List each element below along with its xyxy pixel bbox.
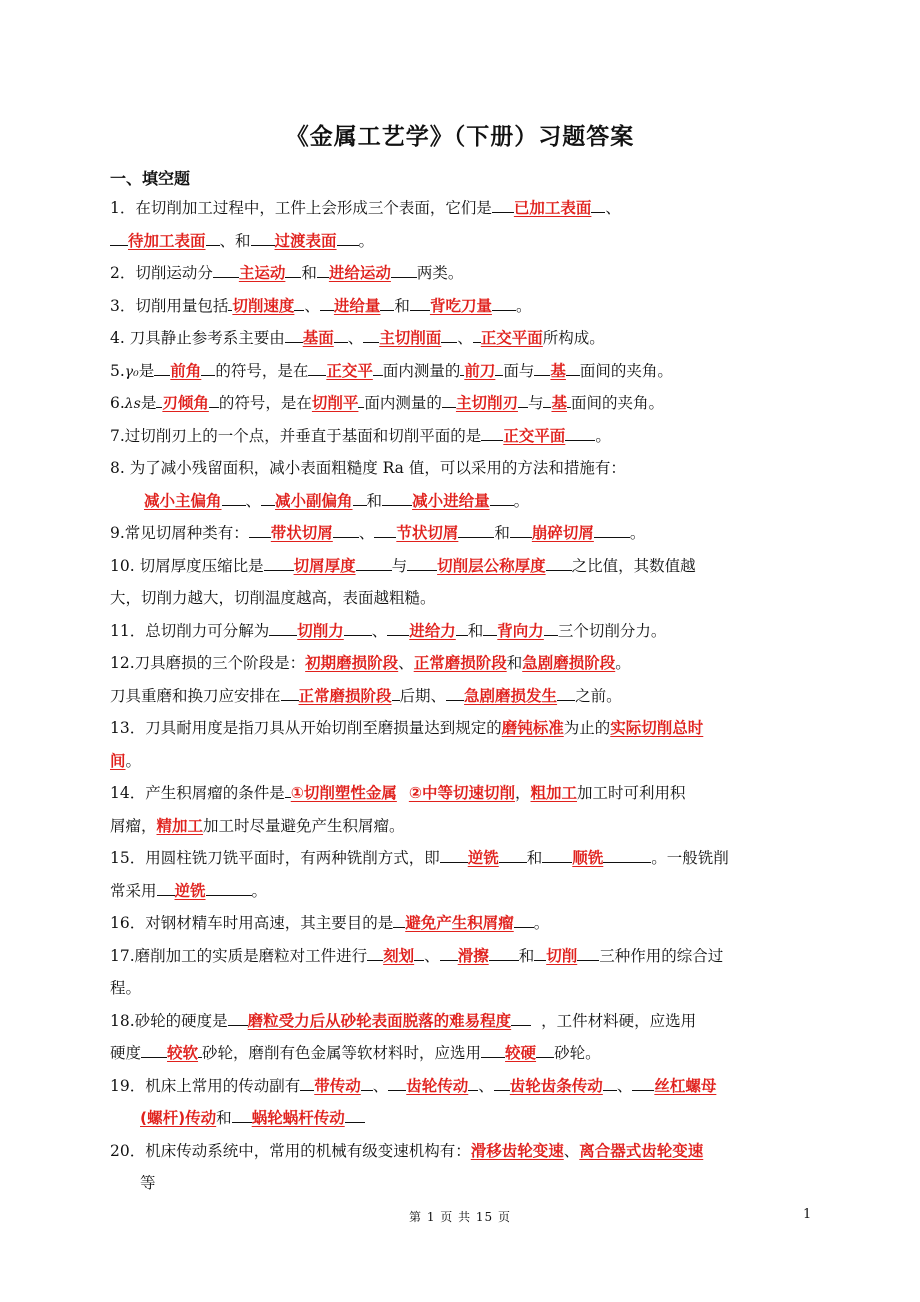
answer-text: 背吃刀量	[429, 296, 492, 315]
blank-underline	[333, 519, 359, 538]
question-list	[110, 192, 830, 1200]
blank-underline	[344, 617, 372, 636]
answer-text: 刻划	[383, 946, 415, 965]
blank-underline	[489, 942, 519, 961]
answer-text: 待加工表面	[128, 231, 206, 250]
answer-text: 主切削刃	[455, 394, 518, 412]
question-15	[110, 842, 830, 875]
question-text: 8. 为了减小残留面积，减小表面粗糙度 Ra 值，可以采用的方法和措施有：	[110, 459, 626, 477]
question-17	[110, 940, 830, 973]
answer-text: 顺铣	[572, 849, 604, 867]
question-text: 。	[533, 914, 550, 932]
blank-underline	[544, 617, 558, 636]
answer-text: 间	[110, 751, 126, 770]
question-18	[110, 1005, 830, 1038]
lambda-s-symbol: λs	[124, 396, 141, 412]
answer-text: 背向力	[497, 621, 544, 640]
answer-text: 刃倾角	[162, 394, 209, 412]
blank-underline	[387, 617, 409, 636]
blank-underline	[410, 292, 430, 311]
answer-text: 主切削面	[379, 329, 442, 347]
question-text: 。	[513, 491, 530, 510]
answer-text: 切屑厚度	[293, 556, 356, 575]
question-text: ，工件材料硬，应选用	[541, 1011, 697, 1030]
blank-underline	[446, 682, 464, 701]
answer-text: 精加工	[156, 816, 204, 835]
question-text: 所构成。	[542, 329, 605, 347]
question-text: 2．切削运动分	[110, 264, 213, 282]
question-text: 和	[506, 654, 523, 672]
answer-text: 粗加工	[530, 784, 578, 802]
blank-underline	[232, 1104, 252, 1123]
question-1	[110, 192, 830, 225]
blank-underline	[492, 292, 516, 311]
question-text: 11．总切削力可分解为	[110, 621, 270, 640]
question-16	[110, 907, 830, 940]
question-text: 。	[125, 751, 142, 770]
question-text: 。	[629, 524, 646, 542]
answer-text: 基面	[302, 329, 334, 347]
blank-underline	[388, 1072, 406, 1091]
question-12	[110, 647, 830, 680]
question-text: 、和	[219, 231, 251, 250]
answer-text: ②中等切速切削	[408, 784, 515, 802]
answer-text: 节状切屑	[396, 524, 459, 542]
question-2	[110, 257, 830, 290]
blank-underline	[565, 422, 595, 441]
answer-text: 切削层公称厚度	[437, 556, 546, 575]
question-text: 、	[398, 654, 414, 672]
question-3	[110, 290, 830, 323]
question-text: 面内测量的	[382, 361, 461, 380]
question-text: 刀具重磨和换刀应安排在	[110, 686, 281, 705]
blank-underline	[566, 357, 580, 376]
blank-underline	[209, 389, 219, 408]
question-text: 、	[605, 199, 621, 217]
blank-underline	[201, 357, 215, 376]
blank-underline	[414, 942, 424, 961]
question-text: 之前。	[575, 686, 622, 705]
question-text: 和	[518, 946, 535, 965]
question-text: 13．刀具耐用度是指刀具从开始切削至磨损量达到规定的	[110, 719, 502, 737]
question-text: 。	[515, 296, 532, 315]
question-text: 的符号，是在	[215, 361, 309, 380]
question-9	[110, 517, 830, 550]
question-13	[110, 712, 830, 745]
gamma0-symbol: γ₀	[124, 363, 139, 380]
question-6	[110, 387, 830, 420]
question-text: 10. 切屑厚度压缩比是	[110, 556, 264, 575]
question-14	[110, 777, 830, 810]
blank-underline	[499, 844, 527, 863]
answer-text: 初期磨损阶段	[305, 654, 399, 672]
question-text: 。	[358, 231, 375, 250]
question-text: 加工时尽量避免产生积屑瘤。	[203, 816, 405, 835]
question-text: 和	[467, 621, 484, 640]
question-text: 7.过切削刃上的一个点，并垂直于基面和切削平面的是	[110, 426, 482, 445]
question-text: 、	[245, 491, 262, 510]
page-number: 1	[803, 1207, 812, 1222]
answer-text: 崩碎切屑	[531, 524, 594, 542]
answer-text: 急剧磨损阶段	[522, 654, 616, 672]
question-text: 、	[478, 1076, 494, 1095]
question-text: 是	[140, 394, 157, 412]
blank-underline	[206, 877, 252, 896]
answer-text: 已加工表面	[513, 199, 592, 217]
question-text: 17.磨削加工的实质是磨粒对工件进行	[110, 946, 368, 965]
answer-text: 磨钝标准	[501, 719, 564, 737]
blank-underline	[442, 389, 456, 408]
blank-underline	[380, 292, 394, 311]
answer-text: 滑移齿轮变速	[470, 1141, 564, 1160]
blank-underline	[285, 259, 301, 278]
blank-underline	[281, 682, 299, 701]
blank-underline	[285, 324, 303, 343]
blank-underline	[492, 194, 514, 213]
blank-underline	[392, 682, 400, 701]
question-text: 、	[371, 621, 388, 640]
blank-underline	[483, 617, 497, 636]
blank-underline	[510, 519, 532, 538]
question-19	[110, 1070, 830, 1103]
question-text: 是	[138, 361, 155, 380]
question-text: 程。	[110, 979, 142, 997]
blank-underline	[557, 682, 575, 701]
answer-text: 带状切屑	[270, 524, 333, 542]
question-text: 常采用	[110, 881, 157, 900]
blank-underline	[382, 487, 412, 506]
blank-underline	[440, 844, 468, 863]
question-text: 和	[366, 491, 383, 510]
question-text: 与	[527, 394, 544, 412]
question-text: 1．在切削加工过程中，工件上会形成三个表面，它们是	[110, 199, 492, 217]
question-text: 4. 刀具静止参考系主要由	[110, 329, 285, 347]
answer-text: 丝杠螺母	[654, 1076, 717, 1095]
question-text: 和	[394, 296, 410, 315]
question-text: 、	[424, 946, 440, 965]
blank-underline	[367, 942, 383, 961]
blank-underline	[534, 942, 546, 961]
answer-text: 主运动	[238, 264, 286, 282]
answer-text: 进给量	[333, 296, 381, 315]
blank-underline	[440, 942, 458, 961]
blank-underline	[603, 1072, 617, 1091]
question-text: 等	[140, 1174, 156, 1192]
question-text: 、	[457, 329, 473, 347]
blank-underline	[206, 227, 220, 246]
blank-underline	[361, 1072, 373, 1091]
question-text: 19．机床上常用的传动副有	[110, 1076, 301, 1095]
blank-underline	[222, 487, 246, 506]
question-text: 大，切削力越大，切削温度越高，表面越粗糙。	[110, 589, 436, 607]
question-text: 6.	[110, 394, 125, 412]
question-text: 、	[563, 1141, 580, 1160]
blank-underline	[334, 324, 348, 343]
answer-text: 磨粒受力后从砂轮表面脱落的难易程度	[247, 1011, 512, 1030]
blank-underline	[308, 357, 326, 376]
blank-underline	[518, 389, 528, 408]
question-text: 三个切削分力。	[557, 621, 667, 640]
question-7	[110, 420, 830, 453]
blank-underline	[603, 844, 651, 863]
blank-underline	[577, 942, 599, 961]
blank-underline	[481, 1039, 505, 1058]
blank-underline	[213, 259, 239, 278]
blank-underline	[494, 1072, 510, 1091]
answer-text: 进给力	[409, 621, 456, 640]
question-text: 面间的夹角。	[570, 394, 664, 412]
question-text: 、	[347, 329, 364, 347]
document-title: 《金属工艺学》（下册）习题答案	[285, 124, 635, 150]
answer-text: 切削力	[297, 621, 344, 640]
question-text: 硬度	[110, 1044, 142, 1062]
answer-text: 切削速度	[232, 296, 295, 315]
question-text: 后期、	[399, 686, 447, 705]
question-text: 18.砂轮的硬度是	[110, 1011, 228, 1030]
blank-underline	[320, 292, 334, 311]
question-5	[110, 355, 830, 388]
answer-text: 齿轮传动	[406, 1076, 469, 1095]
question-text: 加工时可利用积	[577, 784, 686, 802]
answer-text: 切削	[546, 946, 578, 965]
blank-underline	[514, 909, 534, 928]
question-text: 面内测量的	[364, 394, 442, 412]
page-footer: 第 1 页 共 15 页	[409, 1210, 511, 1224]
answer-text: 齿轮齿条传动	[509, 1076, 603, 1095]
blank-underline	[269, 617, 297, 636]
blank-underline	[632, 1072, 654, 1091]
blank-underline	[363, 324, 379, 343]
blank-underline	[374, 519, 396, 538]
blank-underline	[261, 487, 275, 506]
blank-underline	[353, 487, 367, 506]
answer-text: 正常磨损阶段	[413, 654, 507, 672]
question-text: 。	[251, 881, 268, 900]
blank-underline	[456, 617, 468, 636]
question-text: 和	[494, 524, 510, 542]
question-text: 为止的	[563, 719, 611, 737]
answer-text: 滑擦	[457, 946, 489, 965]
question-text: 。	[595, 426, 611, 445]
answer-text: 实际切削总时	[610, 719, 704, 737]
answer-text: 基	[550, 361, 566, 380]
blank-underline	[481, 422, 503, 441]
question-8	[110, 452, 830, 485]
question-text: ，	[514, 784, 531, 802]
question-text: 。一般铣削	[651, 849, 729, 867]
answer-text: 前角	[170, 361, 202, 380]
question-text: 12.刀具磨损的三个阶段是：	[110, 654, 306, 672]
blank-underline	[228, 1007, 248, 1026]
question-4	[110, 322, 830, 355]
blank-underline	[337, 227, 359, 246]
answer-text: 前刀	[464, 361, 496, 380]
answer-text: 正常磨损阶段	[298, 686, 392, 705]
question-text: 、	[372, 1076, 389, 1095]
blank-underline	[594, 519, 630, 538]
question-text: 与	[391, 556, 408, 575]
question-text: 两类。	[416, 264, 464, 282]
question-text: 20．机床传动系统中，常用的机械有级变速机构有：	[110, 1141, 471, 1160]
question-text: 和	[301, 264, 317, 282]
answer-text: 正交平面	[480, 329, 543, 347]
question-text: 5.	[110, 361, 125, 380]
question-text: 。	[615, 654, 631, 672]
question-text: 三种作用的综合过	[599, 946, 724, 965]
blank-underline	[473, 324, 481, 343]
answer-text: 逆铣	[174, 881, 206, 900]
answer-text: (螺杆)传动	[140, 1109, 217, 1127]
blank-underline	[294, 292, 304, 311]
blank-underline	[249, 519, 271, 538]
blank-underline	[542, 844, 572, 863]
question-text: 15．用圆柱铣刀铣平面时，有两种铣削方式，即	[110, 849, 440, 867]
answer-text: 过渡表面	[274, 231, 337, 250]
question-text: 之比值，其数值越	[571, 556, 696, 575]
blank-underline	[264, 552, 294, 571]
answer-text: 避免产生积屑瘤	[405, 914, 514, 932]
question-text: 和	[216, 1109, 232, 1127]
blank-underline	[546, 552, 572, 571]
blank-underline	[490, 487, 514, 506]
blank-underline	[458, 519, 494, 538]
blank-underline	[317, 259, 329, 278]
blank-underline	[534, 357, 550, 376]
answer-text: 带传动	[314, 1076, 361, 1095]
answer-text: 较软	[167, 1044, 199, 1062]
answer-text: 减小主偏角	[144, 491, 222, 510]
question-text: 面间的夹角。	[579, 361, 673, 380]
answer-text: 蜗轮蜗杆传动	[251, 1109, 345, 1127]
question-text: 14．产生积屑瘤的条件是	[110, 784, 285, 802]
blank-underline	[356, 552, 392, 571]
question-text: 9.常见切屑种类有：	[110, 524, 249, 542]
question-text: 屑瘤，	[110, 816, 157, 835]
blank-underline	[391, 259, 417, 278]
question-20	[110, 1135, 830, 1168]
question-text: 16．对钢材精车时用高速，其主要目的是	[110, 914, 394, 932]
blank-underline	[157, 877, 175, 896]
answer-text: 急剧磨损发生	[464, 686, 558, 705]
question-text: 砂轮，磨削有色金属等软材料时，应选用	[202, 1044, 482, 1062]
blank-underline	[591, 194, 605, 213]
answer-text: 逆铣	[467, 849, 499, 867]
question-text: 、	[304, 296, 320, 315]
blank-underline	[345, 1104, 365, 1123]
answer-text: 进给运动	[328, 264, 391, 282]
answer-text: 正交平面	[503, 426, 566, 445]
blank-underline	[393, 909, 405, 928]
blank-underline	[300, 1072, 314, 1091]
blank-underline	[511, 1007, 531, 1026]
question-text: 3．切削用量包括	[110, 296, 229, 315]
answer-text: 正交平	[326, 361, 373, 380]
question-10	[110, 550, 830, 583]
question-text: 砂轮。	[554, 1044, 601, 1062]
blank-underline	[468, 1072, 478, 1091]
blank-underline	[251, 227, 275, 246]
answer-text: ①切削塑性金属	[290, 784, 397, 802]
answer-text: 离合器式齿轮变速	[579, 1141, 704, 1160]
section-heading: 一、填空题	[110, 169, 191, 188]
blank-underline	[441, 324, 457, 343]
question-11	[110, 615, 830, 648]
blank-underline	[536, 1039, 554, 1058]
blank-underline	[110, 227, 128, 246]
answer-text: 减小进给量	[412, 491, 490, 510]
question-text: 和	[526, 849, 543, 867]
answer-text: 减小副偏角	[275, 491, 353, 510]
question-text: 面与	[503, 361, 535, 380]
question-text: 、	[616, 1076, 633, 1095]
answer-text: 基	[551, 394, 567, 412]
blank-underline	[373, 357, 383, 376]
answer-text: 切削平	[311, 394, 359, 412]
question-text: 、	[358, 524, 375, 542]
blank-underline	[154, 357, 170, 376]
question-text: 的符号，是在	[218, 394, 312, 412]
blank-underline	[141, 1039, 167, 1058]
answer-text: 较硬	[505, 1044, 537, 1062]
blank-underline	[407, 552, 437, 571]
